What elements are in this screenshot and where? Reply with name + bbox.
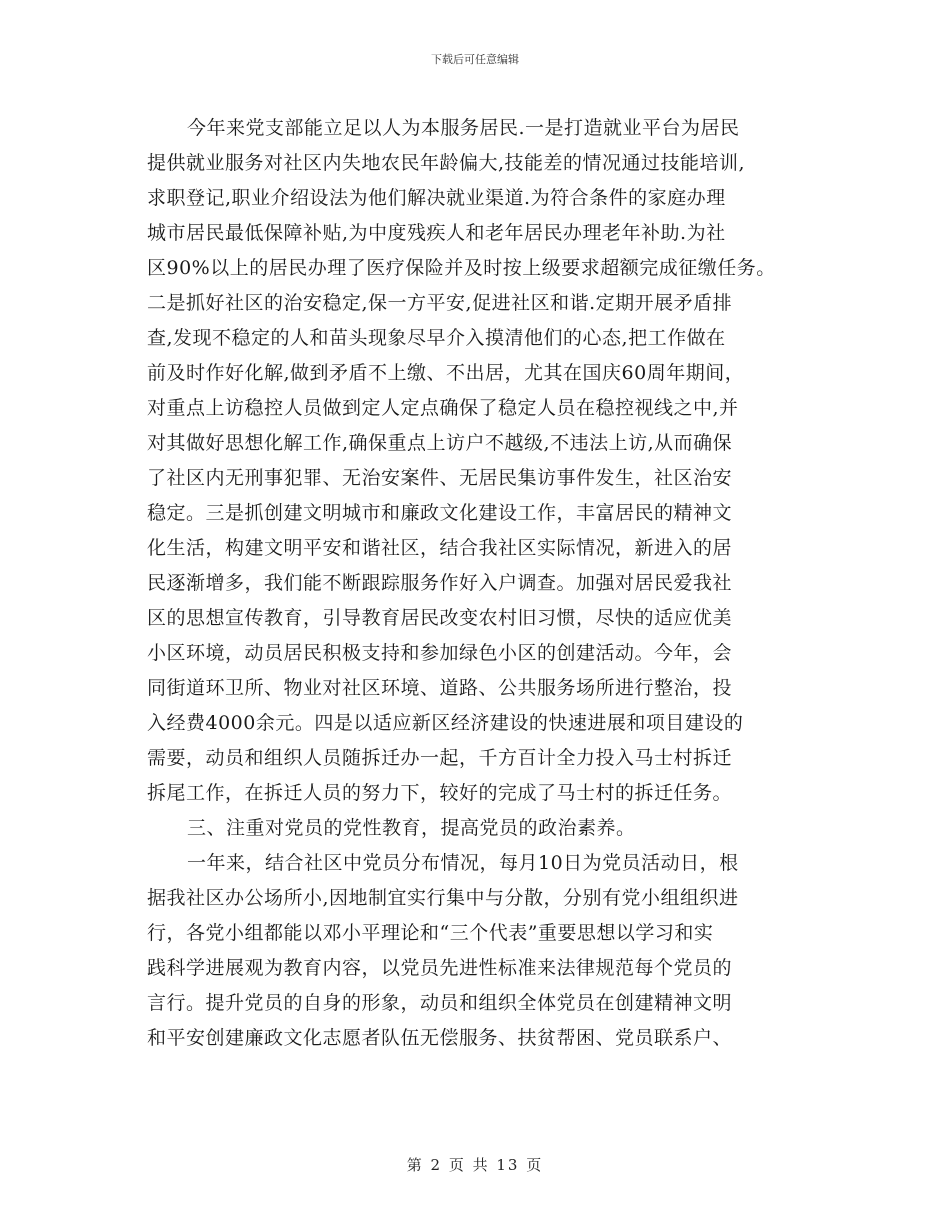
text-line: 小区环境，动员居民积极支持和参加绿色小区的创建活动。今年，会 [147, 642, 733, 664]
text-line: 前及时作好化解,做到矛盾不上缴、不出居，尤其在国庆60周年期间， [147, 362, 745, 384]
text-line: 拆尾工作，在拆迁人员的努力下，较好的完成了马士村的拆迁任务。 [147, 782, 733, 804]
text-line: 对重点上访稳控人员做到定人定点确保了稳定人员在稳控视线之中,并 [147, 397, 739, 419]
text-line: 据我社区办公场所小,因地制宜实行集中与分散，分别有党小组组织进 [147, 887, 739, 909]
text-line: 提供就业服务对社区内失地农民年龄偏大,技能差的情况通过技能培训, [147, 152, 746, 174]
text-line: 二是抓好社区的治安稳定,保一方平安,促进社区和谐.定期开展矛盾排 [147, 292, 733, 314]
text-line: 今年来党支部能立足以人为本服务居民.一是打造就业平台为居民 [187, 117, 740, 139]
text-line: 同街道环卫所、物业对社区环境、道路、公共服务场所进行整治，投 [147, 677, 733, 699]
page-header: 下载后可任意编辑 [431, 53, 519, 66]
page-footer: 第 2 页 共 13 页 [406, 1156, 544, 1174]
text-line: 了社区内无刑事犯罪、无治安案件、无居民集访事件发生，社区治安 [147, 467, 733, 489]
text-line: 对其做好思想化解工作,确保重点上访户不越级,不违法上访,从而确保 [147, 432, 733, 454]
text-line: 化生活，构建文明平安和谐社区，结合我社区实际情况，新进入的居 [147, 537, 733, 559]
text-line: 需要，动员和组织人员随拆迁办一起，千方百计全力投入马士村拆迁 [147, 747, 733, 769]
text-line: 求职登记,职业介绍设法为他们解决就业渠道.为符合条件的家庭办理 [147, 187, 726, 209]
text-line: 区90%以上的居民办理了医疗保险并及时按上级要求超额完成征缴任务。 [147, 257, 776, 279]
section-heading: 三、注重对党员的党性教育，提高党员的政治素养。 [187, 817, 636, 839]
document-body [147, 111, 807, 1056]
text-line: 区的思想宣传教育，引导教育居民改变农村旧习惯，尽快的适应优美 [147, 607, 733, 629]
text-line: 言行。提升党员的自身的形象，动员和组织全体党员在创建精神文明 [147, 992, 733, 1014]
text-line: 和平安创建廉政文化志愿者队伍无偿服务、扶贫帮困、党员联系户、 [147, 1027, 733, 1049]
text-line: 城市居民最低保障补贴,为中度残疾人和老年居民办理老年补助.为社 [147, 222, 726, 244]
text-line: 一年来，结合社区中党员分布情况，每月10日为党员活动日，根 [187, 852, 739, 874]
text-line: 稳定。三是抓创建文明城市和廉政文化建设工作，丰富居民的精神文 [147, 502, 733, 524]
text-line: 践科学进展观为教育内容，以党员先进性标准来法律规范每个党员的 [147, 957, 733, 979]
text-line: 行，各党小组都能以邓小平理论和“三个代表”重要思想以学习和实 [147, 922, 714, 944]
text-line: 查,发现不稳定的人和苗头现象尽早介入摸清他们的心态,把工作做在 [147, 327, 726, 349]
text-line: 入经费4000余元。四是以适应新区经济建设的快速进展和项目建设的 [147, 712, 744, 734]
text-line: 民逐渐增多，我们能不断跟踪服务作好入户调查。加强对居民爱我社 [147, 572, 733, 594]
